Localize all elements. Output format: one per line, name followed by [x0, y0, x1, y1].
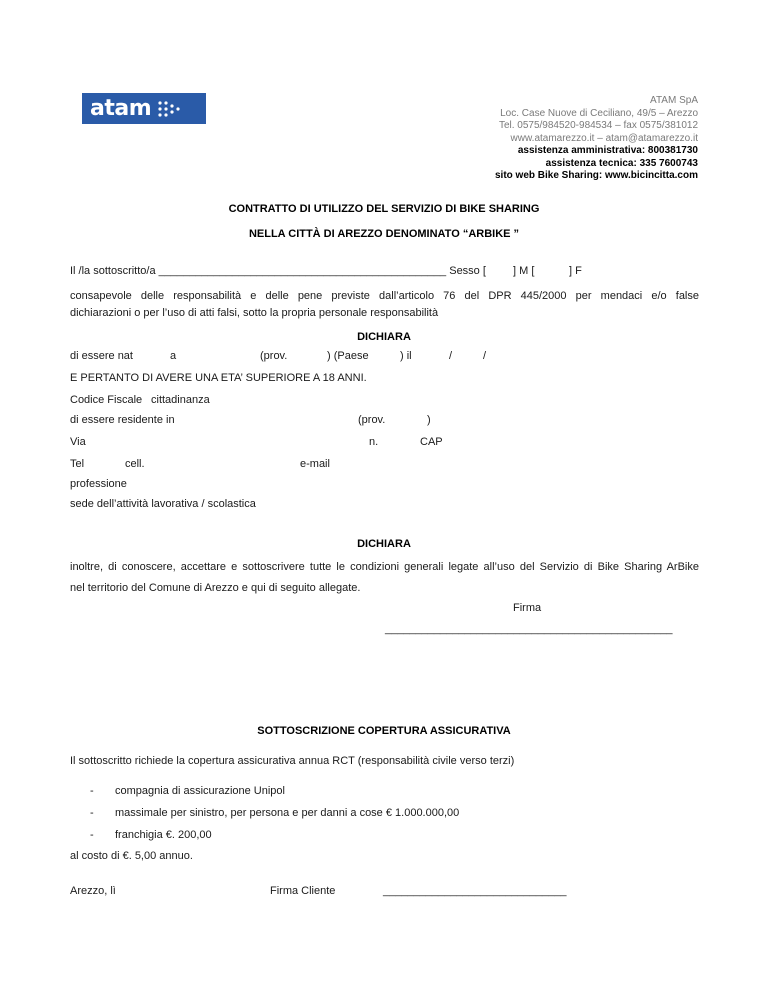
- residence-prov-label: (prov.: [358, 414, 386, 426]
- zip-label: CAP: [420, 436, 443, 448]
- place-date-label: Arezzo, lì: [70, 885, 116, 897]
- bullet-dash: -: [90, 807, 94, 819]
- bullet-dash: -: [90, 829, 94, 841]
- tel-label: Tel: [70, 458, 85, 470]
- company-header: [495, 95, 698, 183]
- awareness-text-line2: dichiarazioni o per l’uso di atti falsi, sotto la propria personale responsabilità: [70, 307, 439, 319]
- insurance-item: massimale per sinistro, per persona e per danni a cose € 1.000.000,00: [115, 807, 460, 819]
- born-date-label: ) il: [400, 350, 412, 362]
- admin-assistance: assistenza amministrativa: 800381730: [517, 145, 698, 156]
- tax-code-label: Codice Fiscale: [70, 394, 143, 406]
- company-phone: Tel. 0575/984520-984534 – fax 0575/381012: [498, 120, 698, 131]
- bullet-dash: -: [90, 785, 94, 797]
- contract-title-line1: CONTRATTO DI UTILIZZO DEL SERVIZIO DI BIKE SHARING: [228, 203, 540, 215]
- company-address: Loc. Case Nuove di Ceciliano, 49/5 – Arezzo: [500, 107, 698, 119]
- born-label: di essere nat: [70, 350, 133, 362]
- insurance-item: compagnia di assicurazione Unipol: [115, 785, 285, 797]
- date-slash-2: /: [483, 350, 487, 362]
- sex-f-checkbox[interactable]: ] F: [569, 265, 582, 277]
- date-slash-1: /: [449, 350, 453, 362]
- insurance-intro: Il sottoscritto richiede la copertura assicurativa annua RCT (responsabilità civile verso terzi): [70, 755, 515, 767]
- cell-label: cell.: [125, 458, 145, 470]
- declares-heading-2: DICHIARA: [357, 538, 411, 550]
- logo-arrow-dots-icon: [157, 99, 187, 119]
- profession-label: professione: [70, 478, 127, 490]
- atam-logo: [82, 93, 206, 124]
- signature-line[interactable]: _______________________________________________: [385, 623, 673, 635]
- street-label: Via: [70, 436, 86, 448]
- born-country-label: ) (Paese: [327, 350, 369, 362]
- contract-title-line2: NELLA CITTÀ DI AREZZO DENOMINATO “ARBIKE ”: [248, 228, 520, 240]
- workplace-label: sede dell’attività lavorativa / scolastica: [70, 498, 256, 510]
- insurance-title: SOTTOSCRIZIONE COPERTURA ASSICURATIVA: [257, 725, 511, 737]
- acceptance-text-line2: nel territorio del Comune di Arezzo e qui di seguito allegate.: [70, 582, 361, 594]
- sex-m-checkbox[interactable]: ] M [: [513, 265, 535, 277]
- insurance-item: franchigia €. 200,00: [115, 829, 212, 841]
- acceptance-text-line1: inoltre, di conoscere, accettare e sottoscrivere tutte le condizioni generali legate all’uso del Servizio di Bike Sharing ArBike: [70, 561, 699, 573]
- email-label: e-mail: [300, 458, 330, 470]
- born-place-label: a: [170, 350, 177, 362]
- awareness-text-line1: consapevole delle responsabilità e delle pene previste dall’articolo 76 del DPR 445/2000 per mendaci e/o false: [70, 290, 699, 302]
- street-number-label: n.: [369, 436, 379, 448]
- signature-label: Firma: [513, 602, 542, 614]
- residence-prov-close: ): [427, 414, 431, 426]
- logo-text: atam: [90, 95, 152, 121]
- client-signature-label: Firma Cliente: [270, 885, 336, 897]
- company-web: www.atamarezzo.it – atam@atamarezzo.it: [510, 132, 698, 144]
- undersigned-field[interactable]: Il /la sottoscritto/a _______________________________________________ Sesso [: [70, 265, 486, 277]
- citizenship-label: cittadinanza: [151, 394, 210, 406]
- born-prov-label: (prov.: [260, 350, 288, 362]
- bike-sharing-site: sito web Bike Sharing: www.bicincitta.com: [495, 170, 698, 181]
- insurance-cost: al costo di €. 5,00 annuo.: [70, 850, 193, 862]
- declares-heading: DICHIARA: [357, 331, 411, 343]
- tech-assistance: assistenza tecnica: 335 7600743: [545, 157, 698, 169]
- client-signature-line[interactable]: ______________________________: [383, 885, 567, 897]
- company-name: ATAM SpA: [650, 95, 698, 106]
- adult-declaration: E PERTANTO DI AVERE UNA ETA’ SUPERIORE A 18 ANNI.: [70, 372, 367, 384]
- residence-label: di essere residente in: [70, 414, 175, 426]
